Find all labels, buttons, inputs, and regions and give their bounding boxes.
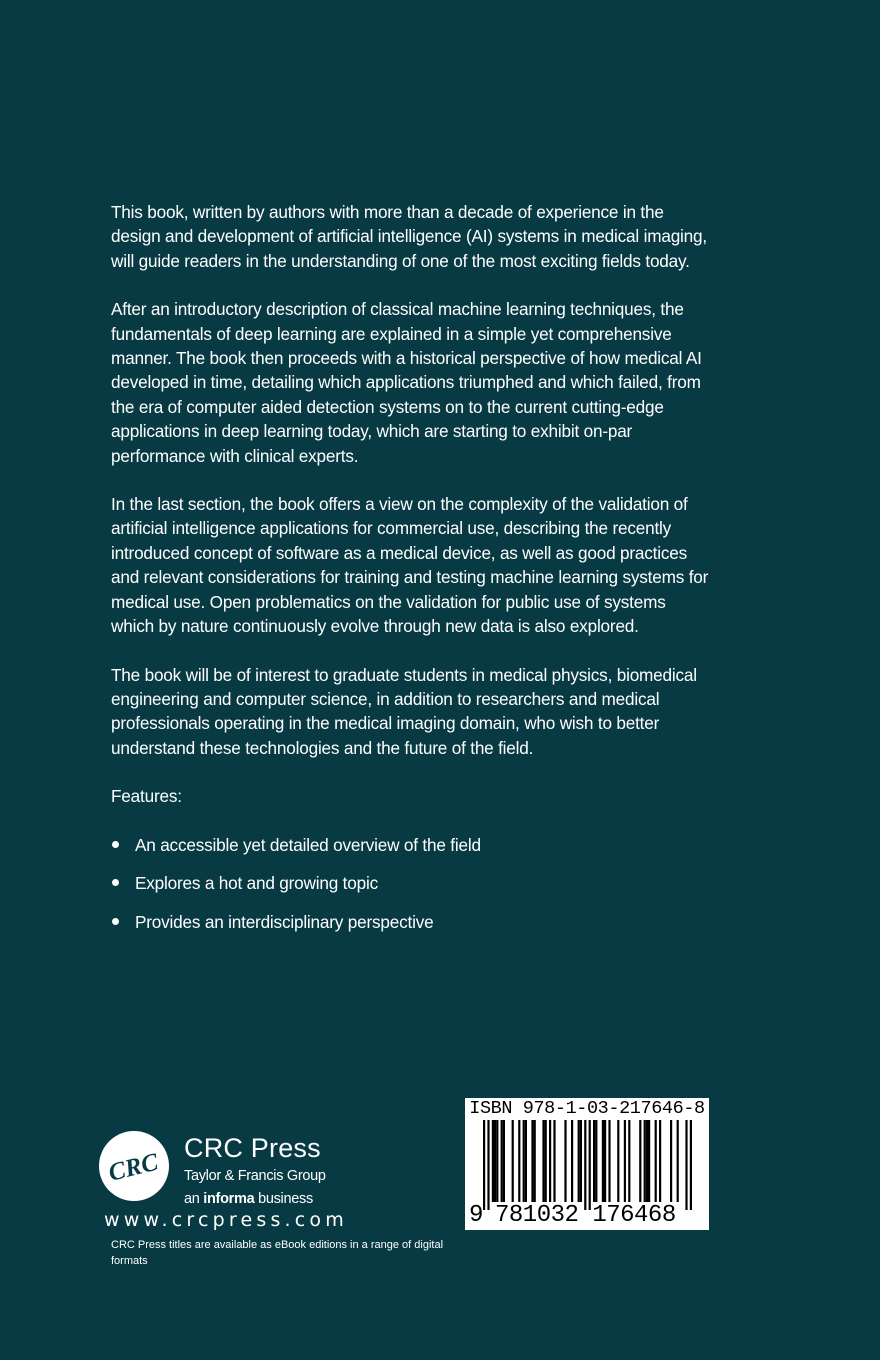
barcode-bar (655, 1120, 657, 1202)
barcode-bar (487, 1120, 489, 1210)
barcode-bar (503, 1120, 505, 1202)
features-heading: Features: (111, 786, 182, 807)
business-suffix: business (254, 1191, 313, 1207)
barcode-bar (525, 1120, 527, 1202)
barcode-bar (571, 1120, 573, 1202)
back-cover-blurb (111, 200, 711, 948)
feature-text: Explores a hot and growing topic (135, 873, 378, 894)
crc-logo (98, 1130, 170, 1202)
ean-first-digit: 9 (469, 1202, 484, 1229)
barcode-bar (564, 1120, 566, 1202)
barcode-bar (496, 1120, 498, 1202)
publisher-name: CRC Press (184, 1133, 321, 1163)
barcode-bar (639, 1120, 641, 1202)
barcode-bar (648, 1120, 650, 1202)
barcode-bar (646, 1120, 648, 1202)
ebook-note: CRC Press titles are available as eBook editions in a range of digital formats (111, 1239, 444, 1267)
barcode-bar (580, 1120, 582, 1202)
business-informa: informa (203, 1191, 255, 1207)
barcode-bar (531, 1120, 533, 1202)
blurb-paragraph-3: In the last section, the book offers a view on the complexity of the validation of artificial intelligence applications for commercial use, describing the recently introduced concept of software as a medical device, as well as good practices and relevant considerations for training and testing machine learning systems for medical use. Open problematics on the validation for public use of systems which by nature continuously evolve through new data is also explored. (111, 494, 709, 637)
barcode-bar (617, 1120, 619, 1202)
barcode-bar (494, 1120, 496, 1202)
barcode-bar (584, 1120, 586, 1210)
business-prefix: an (184, 1191, 204, 1207)
isbn-label: ISBN 978-1-03-217646-8 (469, 1098, 705, 1119)
blurb-paragraph-1: This book, written by authors with more than a decade of experience in the design and development of artificial intelligence (AI) systems in medical imaging, will guide readers in the understanding of one of the most exciting fields today. (111, 202, 707, 271)
barcode-bar (549, 1120, 551, 1202)
barcode-bar (644, 1120, 646, 1202)
barcode-bar (589, 1120, 591, 1210)
barcode-bar (659, 1120, 661, 1202)
barcode-bar (483, 1120, 485, 1210)
publisher-group: Taylor & Francis Group (184, 1168, 326, 1184)
feature-item (111, 871, 711, 910)
feature-text: Provides an interdisciplinary perspective (135, 911, 434, 932)
feature-item (111, 833, 711, 872)
barcode-bar (542, 1120, 544, 1202)
ean-digits: 781032 176468 (495, 1202, 676, 1229)
barcode-bar (670, 1120, 672, 1202)
bullet-icon (112, 841, 119, 848)
barcode-bar (685, 1120, 687, 1210)
barcode-bar (608, 1120, 610, 1202)
blurb-paragraph-2: After an introductory description of classical machine learning techniques, the fundamentals of deep learning are explained in a simple yet comprehensive manner. The book then proceeds with a historical perspective of how medical AI developed in time, detailing which applications triumphed and which failed, from the era of computer aided detection systems on to the current cutting-edge applications in deep learning today, which are starting to exhibit on-par performance with clinical experts. (111, 299, 702, 466)
barcode-bar (512, 1120, 514, 1202)
barcode-bar (518, 1120, 520, 1202)
barcode-bar (545, 1120, 547, 1202)
barcode-bar (604, 1120, 606, 1202)
barcode-bar (690, 1120, 692, 1210)
barcode-bar (501, 1120, 503, 1202)
barcode-bar (602, 1120, 604, 1202)
feature-text: An accessible yet detailed overview of the field (135, 834, 481, 855)
barcode-bar (677, 1120, 679, 1202)
publisher-url[interactable]: www.crcpress.com (104, 1209, 348, 1231)
barcode-bar (553, 1120, 555, 1202)
barcode-bar (523, 1120, 525, 1202)
barcode-bar (595, 1120, 597, 1202)
barcode-bar (534, 1120, 536, 1202)
barcode-bar (492, 1120, 494, 1202)
barcode-bars (465, 1120, 709, 1212)
blurb-paragraph-4: The book will be of interest to graduate students in medical physics, biomedical engineering and computer science, in addition to researchers and medical professionals operating in the medical imaging domain, who wish to better understand these technologies and the future of the field. (111, 664, 697, 758)
bullet-icon (112, 879, 119, 886)
features-list (111, 833, 711, 949)
publisher-brand (184, 1133, 326, 1209)
publisher-business-line (184, 1189, 326, 1209)
crc-logo-text: CRC (105, 1148, 161, 1187)
barcode-bar (628, 1120, 630, 1202)
barcode-bar (593, 1120, 595, 1202)
bullet-icon (112, 918, 119, 925)
isbn-barcode (465, 1098, 709, 1230)
barcode-bar (624, 1120, 626, 1202)
feature-item (111, 910, 711, 949)
barcode-bar (578, 1120, 580, 1202)
